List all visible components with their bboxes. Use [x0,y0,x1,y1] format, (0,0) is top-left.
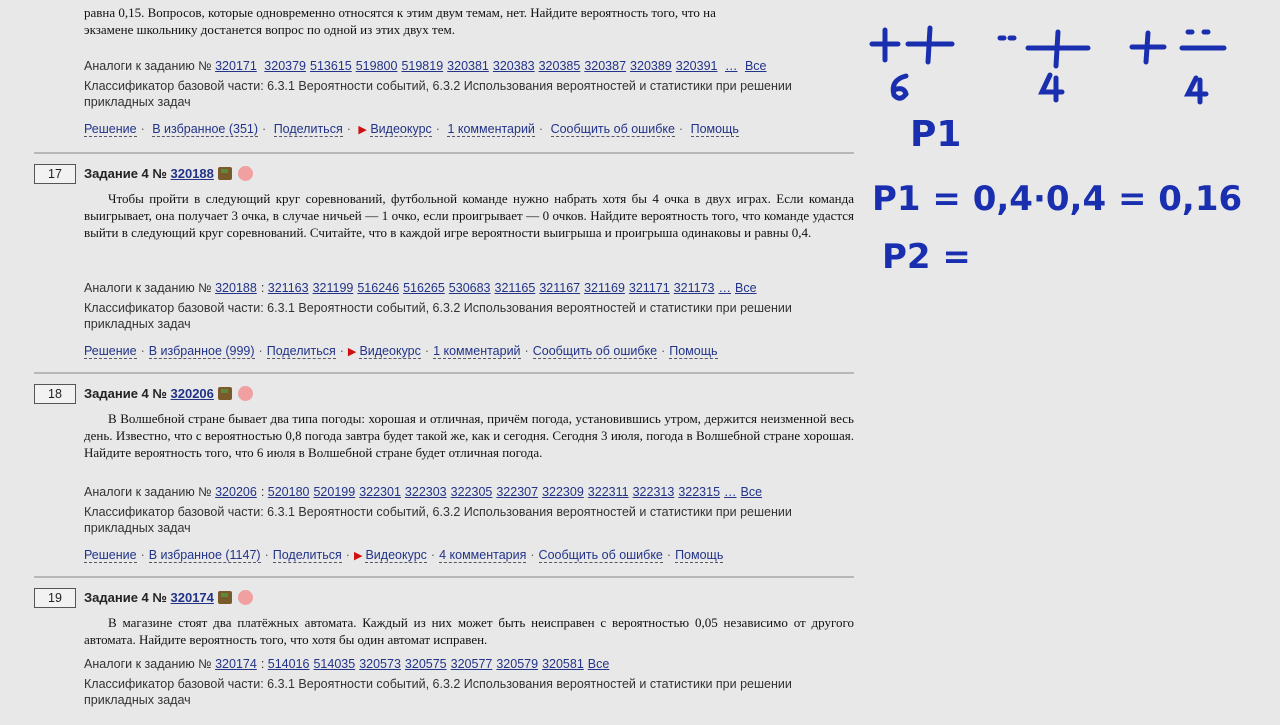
analog-link[interactable]: 322309 [542,485,584,499]
separator: · [430,548,436,562]
analog-main-link[interactable]: 320188 [215,281,257,295]
analogs-all-link[interactable]: Все [735,281,757,295]
book-icon[interactable] [218,387,232,400]
task-title: Задание 4 № [84,590,167,605]
task-links [84,548,723,562]
task-number: 19 [34,588,76,608]
analog-link[interactable]: 320379 [264,59,307,73]
book-icon[interactable] [218,591,232,604]
analog-link[interactable]: 519819 [401,59,444,73]
analog-link[interactable]: 321165 [494,281,536,295]
analog-link[interactable]: 516265 [403,281,445,295]
separator: · [661,344,666,358]
analog-link[interactable]: 514016 [267,657,310,671]
analogs-all-link[interactable]: Все [587,657,610,671]
analog-link[interactable]: 322303 [404,485,447,499]
classifier-text: Классификатор базовой части: 6.3.1 Вероятности событий, 6.3.2 Использования вероятностей и статистики при решении прикладных задач [84,301,792,331]
analog-link[interactable]: 514035 [313,657,356,671]
favorite-link[interactable]: В избранное (351) [152,122,259,136]
analog-link[interactable]: 321167 [539,281,581,295]
separator: · [424,344,430,358]
play-icon: ▶ [358,124,367,136]
task-title: Задание 4 № [84,166,167,181]
help-link[interactable]: Помощь [675,548,724,562]
help-link[interactable]: Помощь [669,344,718,358]
comments-link[interactable]: 4 комментария [439,548,527,562]
analog-link[interactable]: 320575 [404,657,447,671]
divider [34,372,854,374]
analog-link[interactable]: 322315 [678,485,721,499]
classifier-text: Классификатор базовой части: 6.3.1 Вероятности событий, 6.3.2 Использования вероятностей и статистики при решении прикладных задач [84,677,792,707]
book-icon[interactable] [218,167,232,180]
equation-p2: P2 = [882,237,971,277]
comments-link[interactable]: 1 комментарий [447,122,535,136]
analog-link[interactable]: 320579 [496,657,539,671]
analog-link[interactable]: 320573 [359,657,401,671]
comments-link[interactable]: 1 комментарий [433,344,521,358]
separator: · [345,548,350,562]
text-line: равна 0,15. Вопросов, которые одновременно относятся к этим двум темам, нет. Найдите вероятность того, что на [84,5,716,20]
analog-link[interactable]: 322301 [359,485,401,499]
task-header [84,386,253,401]
play-icon: ▶ [353,550,366,562]
analog-link[interactable]: 320385 [538,59,581,73]
analog-link[interactable]: 321173 [673,281,715,295]
status-dot-icon [238,386,253,401]
text-line: экзамене школьнику достанется вопрос по одной из этих двух тем. [84,22,455,37]
video-course-link[interactable]: Видеокурс [365,548,427,562]
task-header [84,590,253,605]
classifier-text: Классификатор базовой части: 6.3.1 Вероятности событий, 6.3.2 Использования вероятностей и статистики при решении прикладных задач [84,505,792,535]
analog-link[interactable]: 322313 [632,485,675,499]
p1-label: P1 [910,114,962,155]
analog-link[interactable]: 530683 [448,281,491,295]
video-course-link[interactable]: Видеокурс [359,344,421,358]
solution-link[interactable]: Решение [84,344,137,358]
analog-link[interactable]: 322311 [587,485,629,499]
analogs-more-link[interactable]: … [724,485,737,499]
analog-link[interactable]: 320389 [630,59,672,73]
separator: · [524,344,529,358]
analog-link[interactable]: 320381 [447,59,489,73]
analog-link[interactable]: 320387 [584,59,627,73]
play-icon: ▶ [347,346,360,358]
task-id-link[interactable]: 320206 [170,386,214,401]
analog-link[interactable]: 519800 [355,59,398,73]
separator: · [140,344,145,358]
report-error-link[interactable]: Сообщить об ошибке [550,122,675,136]
analogs-all-link[interactable]: Все [744,59,767,73]
separator: · [264,548,269,562]
separator: · [258,344,263,358]
analog-link[interactable]: 322307 [496,485,539,499]
plus-mark [1000,32,1088,66]
analogs-label: Аналоги к заданию № [84,281,212,295]
separator: · [339,344,344,358]
analog-link[interactable]: 520199 [313,485,356,499]
favorite-link[interactable]: В избранное (1147) [148,548,261,562]
solution-link[interactable]: Решение [84,122,137,136]
task-links: Решение · В избранное (351) · Поделиться · ▶ Видеокурс · 1 комментарий · Сообщить об ошибке · Помощь [84,122,739,136]
analogs-row: Аналоги к заданию № 320174 : 514016 514035 320573 320575 320577 320579 320581 Все [84,657,610,671]
analog-link[interactable]: 322305 [450,485,493,499]
analogs-more-link[interactable]: … [724,59,738,73]
analog-main-link[interactable]: 320174 [215,657,257,671]
task-text: В магазине стоят два платёжных автомата. Каждый из них может быть неисправен с вероятностью 0,05 независимо от другого автомата. Найдите вероятность того, что хотя бы один автомат исправен. [84,615,854,647]
classifier-text: Классификатор базовой части: 6.3.1 Вероятности событий, 6.3.2 Использования вероятностей и статистики при решении прикладных задач [84,79,792,109]
handwritten-notes [860,0,1280,720]
report-error-link[interactable]: Сообщить об ошибке [532,344,658,358]
analog-link[interactable]: 520180 [267,485,310,499]
divider [34,576,854,578]
task-header [84,166,253,181]
divider [34,152,854,154]
help-link[interactable]: Помощь [690,122,739,136]
analogs-label: Аналоги к заданию № [84,59,212,73]
analog-link[interactable]: 321171 [628,281,670,295]
analogs-row [84,58,854,74]
task-id-link[interactable]: 320174 [170,590,214,605]
video-course-link[interactable]: Видеокурс [370,122,432,136]
analogs-row: Аналоги к заданию № 320206 : 520180 520199 322301 322303 322305 322307 322309 322311 322313 322315 … Все [84,485,763,499]
share-link[interactable]: Поделиться [266,344,336,358]
plus-mark [1132,32,1224,62]
digit-mark [1042,75,1062,100]
plus-mark [872,28,952,62]
handwriting-canvas [860,0,1280,720]
separator: · [140,548,145,562]
task-id-link[interactable]: 320188 [170,166,214,181]
status-dot-icon [238,590,253,605]
favorite-link[interactable]: В избранное (999) [148,344,255,358]
task-number: 17 [34,164,76,184]
separator: · [666,548,672,562]
analogs-all-link[interactable]: Все [740,485,763,499]
report-error-link[interactable]: Сообщить об ошибке [538,548,663,562]
analog-link[interactable]: 513615 [310,59,352,73]
analog-link[interactable]: 321169 [584,281,625,295]
digit-mark [893,76,906,98]
task-text: В Волшебной стране бывает два типа погоды: хорошая и отличная, причём погода, установившись утром, держится неизменной весь день. Известно, что с вероятностью 0,8 погода завтра будет такой же, как и сегодня. Сегодня 3 июля, погода в Волшебной стране хорошая. Найдите вероятность того, что 6 июля в Волшебной стране будет отличная погода. [84,411,854,460]
task-text: Чтобы пройти в следующий круг соревнований, футбольной команде нужно набрать хотя бы 4 очка в двух играх. Если команда выигрывает, она получает 3 очка, в случае ничьей — 1 очко, если проигрывает — 0 очков. Найдите вероятность того, что команде удастся выйти в следующий круг соревнований. Считайте, что в каждой игре вероятности выигрыша и проигрыша одинаковы и равны 0,4. [84,191,854,240]
share-link[interactable]: Поделиться [273,122,343,136]
task-number: 18 [34,384,76,404]
equation-p1: P1 = 0,4·0,4 = 0,16 [872,179,1243,219]
analog-link[interactable]: 516246 [357,281,400,295]
task-text [84,4,854,38]
digit-mark [1188,78,1206,102]
solution-link[interactable]: Решение [84,548,137,562]
separator: · [530,548,535,562]
analog-link[interactable]: 320577 [450,657,493,671]
analogs-row: Аналоги к заданию № 320188 : 321163 321199 516246 516265 530683 321165 321167 321169 321171 321173 … Все [84,281,757,295]
analogs-label: Аналоги к заданию № [84,485,212,499]
analogs-more-link[interactable]: … [718,281,731,295]
analog-link[interactable]: 320581 [542,657,584,671]
share-link[interactable]: Поделиться [272,548,342,562]
analogs-label: Аналоги к заданию № [84,657,212,671]
analog-link[interactable]: 321163 [267,281,309,295]
analog-link[interactable]: 320391 [675,59,718,73]
analog-main-link[interactable]: 320171 [215,59,257,73]
task-title: Задание 4 № [84,386,167,401]
status-dot-icon [238,166,253,181]
task-links [84,344,718,358]
analog-main-link[interactable]: 320206 [215,485,257,499]
analog-link[interactable]: 321199 [312,281,354,295]
analog-link[interactable]: 320383 [492,59,535,73]
